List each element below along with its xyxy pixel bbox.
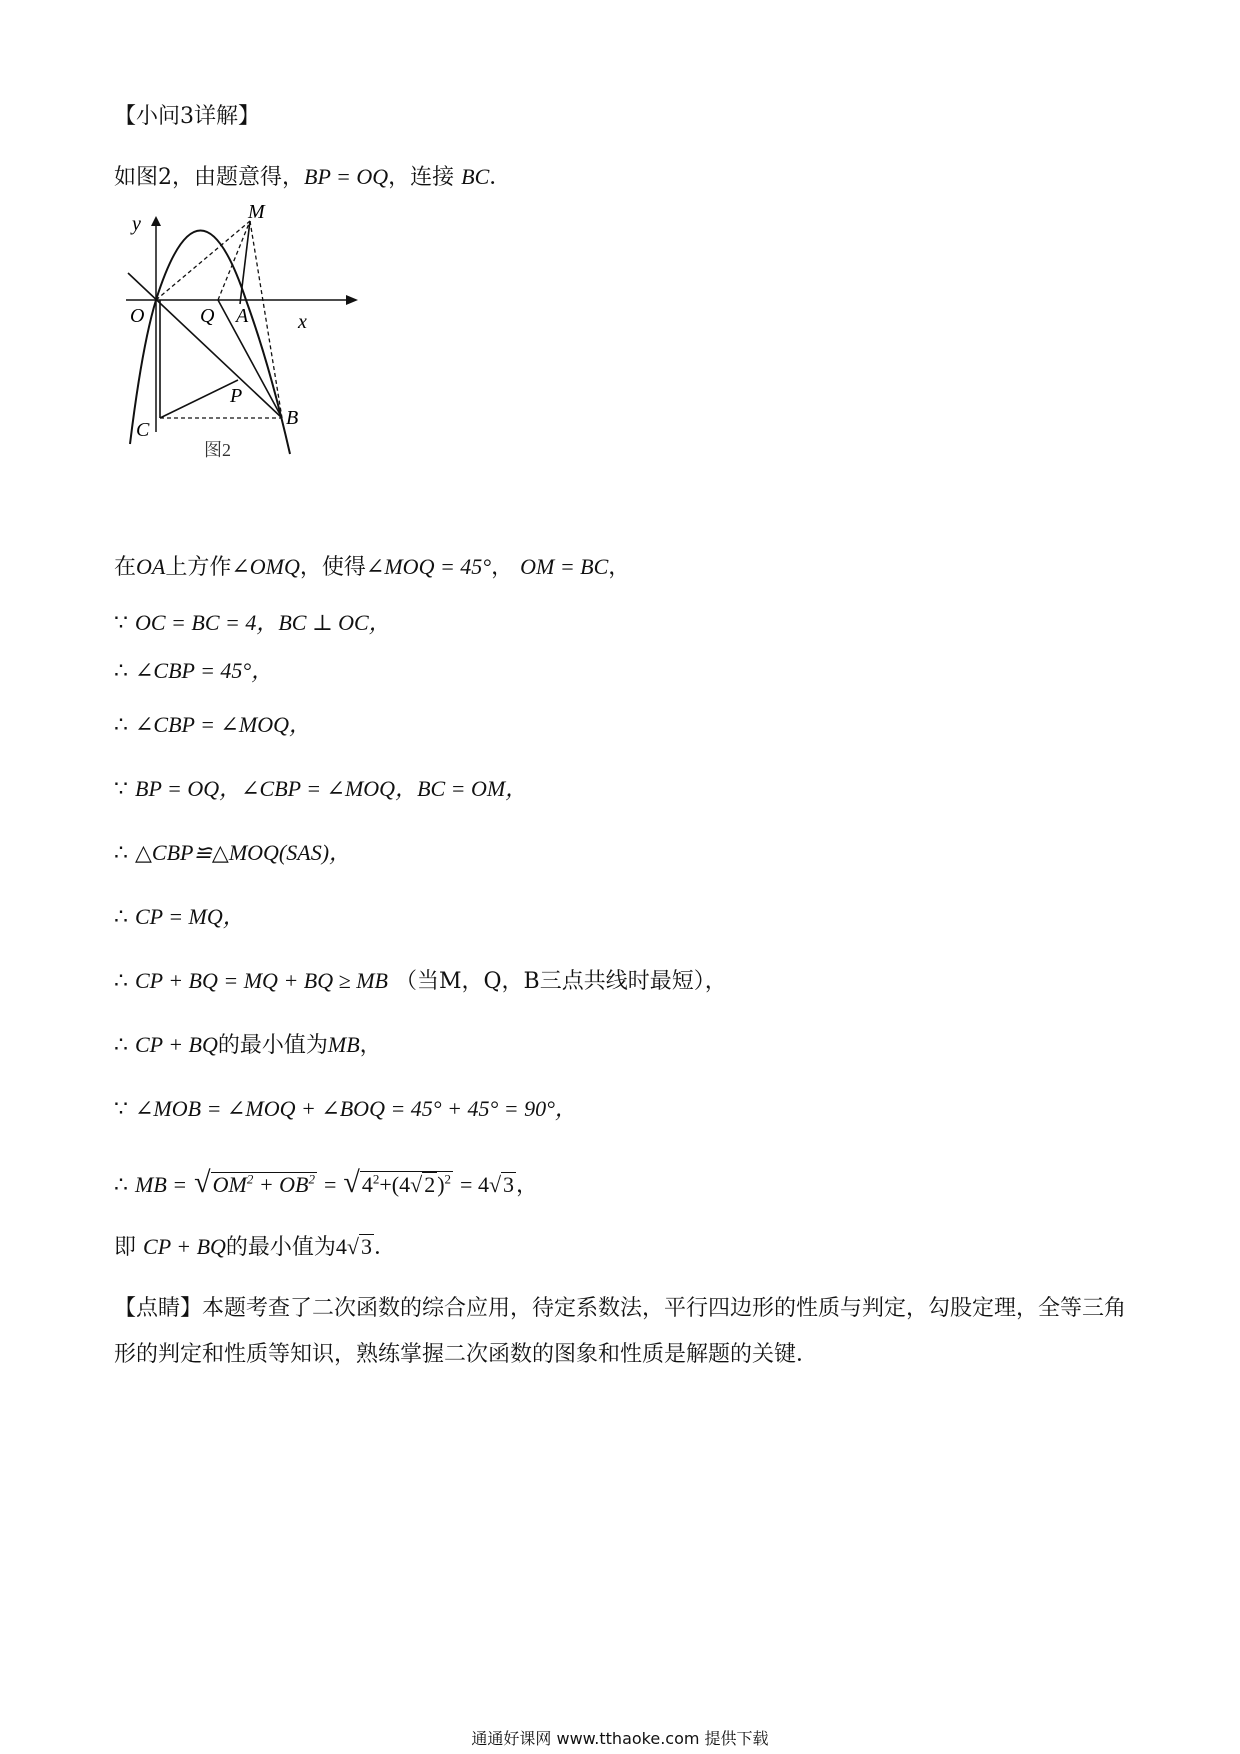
- construct-end: ，: [608, 555, 631, 580]
- result-coefficient: = 4: [460, 1172, 489, 1197]
- step-line: [114, 902, 245, 933]
- step-expression: OC = BC = 4，BC ⊥ OC，: [135, 610, 391, 635]
- label-O: O: [130, 305, 145, 327]
- y-axis-arrow-icon: [151, 216, 161, 226]
- step-expression: BP = OQ，∠CBP = ∠MOQ，BC = OM，: [135, 776, 528, 801]
- rad-three: 3: [503, 1172, 515, 1197]
- geometry-figure: [118, 201, 358, 516]
- parabola-curve: [130, 231, 290, 455]
- step-line: [114, 608, 391, 639]
- min-symbol: ∴: [114, 1033, 128, 1058]
- square-exponent: 2: [246, 1171, 254, 1187]
- rad-close-paren: ): [437, 1172, 445, 1197]
- label-x: x: [298, 311, 307, 333]
- section-heading: 【小问3详解】: [114, 104, 260, 129]
- ineq-expression: CP + BQ = MQ + BQ ≥ MB: [135, 968, 388, 993]
- conclusion-end: ．: [374, 1235, 397, 1260]
- conclusion-value: 4: [335, 1234, 347, 1259]
- step-symbol: ∴: [114, 713, 128, 738]
- plus-sign: +: [258, 1172, 274, 1197]
- sqrt-numeric: $√4^2+(4√2)^2$: [343, 1166, 452, 1199]
- angle-sum-symbol: ∵: [114, 1097, 128, 1122]
- step-symbol: ∴: [114, 905, 128, 930]
- x-axis-arrow-icon: [346, 295, 358, 305]
- ineq-symbol: ∴: [114, 969, 128, 994]
- sqrt-om-ob: $√OM^2 + OB^2$: [194, 1166, 315, 1199]
- construct-sep: ，: [491, 555, 514, 580]
- min-expression: CP + BQ: [135, 1032, 218, 1057]
- step-line: [114, 656, 273, 687]
- mb-line: [114, 1160, 538, 1209]
- construct-cond2: OM = BC: [520, 554, 609, 579]
- step-symbol: ∴: [114, 841, 128, 866]
- conclusion-expression: CP + BQ: [143, 1234, 226, 1259]
- step-expression: △CBP≌△MOQ(SAS)，: [135, 840, 352, 865]
- min-text: 的最小值为: [217, 1033, 328, 1058]
- construct-prefix: 在: [114, 555, 137, 580]
- label-Q: Q: [200, 305, 215, 327]
- rad-four: 4: [361, 1172, 373, 1197]
- mb-end: ，: [516, 1173, 539, 1198]
- result-sqrt: √3: [488, 1172, 515, 1197]
- min-end: ，: [359, 1033, 382, 1058]
- conclusion-line: [114, 1232, 396, 1263]
- inner-sqrt: √2: [410, 1172, 436, 1197]
- step-symbol: ∵: [114, 777, 128, 802]
- step-line: [114, 838, 351, 869]
- intro-segment: BC: [461, 164, 490, 189]
- square-exponent: 2: [444, 1171, 452, 1187]
- segment-QB: [218, 300, 282, 418]
- angle-sum-expression: ∠MOB = ∠MOQ + ∠BOQ = 45° + 45° = 90°，: [135, 1096, 577, 1121]
- mb-symbol: ∴: [114, 1173, 128, 1198]
- construct-mid1: 上方作: [165, 555, 232, 580]
- rad-open-paren: +(4: [379, 1172, 411, 1197]
- step-symbol: ∴: [114, 659, 128, 684]
- step-line: [114, 774, 527, 805]
- step-expression: ∠CBP = 45°，: [135, 658, 274, 683]
- construct-angle: ∠OMQ: [231, 554, 300, 579]
- intro-equation: BP = OQ: [304, 164, 389, 189]
- ineq-note: （当M，Q，B三点共线时最短），: [394, 969, 727, 994]
- minimum-line: [114, 1030, 382, 1061]
- label-P: P: [230, 385, 243, 407]
- remark-line-2: 形的判定和性质等知识，熟练掌握二次函数的图象和性质是解题的关键．: [114, 1342, 819, 1367]
- page-footer: 通通好课网 www.tthaoke.com 提供下载: [471, 1729, 769, 1748]
- label-M: M: [248, 201, 265, 223]
- construct-cond1: ∠MOQ = 45°: [365, 554, 492, 579]
- construct-line: [114, 552, 630, 583]
- min-value: MB: [327, 1032, 360, 1057]
- segment-CP: [160, 380, 238, 418]
- label-y: y: [132, 213, 141, 235]
- equals-sign: =: [324, 1172, 337, 1197]
- inequality-line: [114, 966, 727, 997]
- angle-sum-line: [114, 1094, 577, 1125]
- intro-end: ．: [489, 165, 512, 190]
- rad-OB: OB: [279, 1172, 309, 1197]
- construct-segment: OA: [136, 554, 166, 579]
- intro-prefix: 如图2，由题意得，: [114, 165, 304, 190]
- step-symbol: ∵: [114, 611, 128, 636]
- conclusion-sqrt: √3: [346, 1234, 372, 1259]
- rad-two: 2: [424, 1172, 436, 1197]
- conclusion-prefix: 即: [114, 1235, 137, 1260]
- label-A: A: [236, 305, 249, 327]
- label-C: C: [136, 419, 150, 441]
- intro-line: [114, 162, 511, 193]
- intro-mid: ，连接: [388, 165, 455, 190]
- label-B: B: [286, 407, 299, 429]
- square-exponent: 2: [372, 1171, 380, 1187]
- figure-caption: 图2: [204, 440, 231, 460]
- rad-OM: OM: [212, 1172, 247, 1197]
- construct-mid2: ，使得: [299, 555, 366, 580]
- conclusion-radicand: 3: [361, 1234, 372, 1259]
- step-line: [114, 710, 311, 741]
- remark-line-1: 【点睛】本题考查了二次函数的综合应用，待定系数法，平行四边形的性质与判定，勾股定理，全等三角: [114, 1296, 1127, 1321]
- step-expression: CP = MQ，: [135, 904, 245, 929]
- square-exponent: 2: [308, 1171, 315, 1187]
- mb-lhs: MB =: [135, 1172, 188, 1197]
- step-expression: ∠CBP = ∠MOQ，: [135, 712, 311, 737]
- conclusion-text: 的最小值为: [225, 1235, 336, 1260]
